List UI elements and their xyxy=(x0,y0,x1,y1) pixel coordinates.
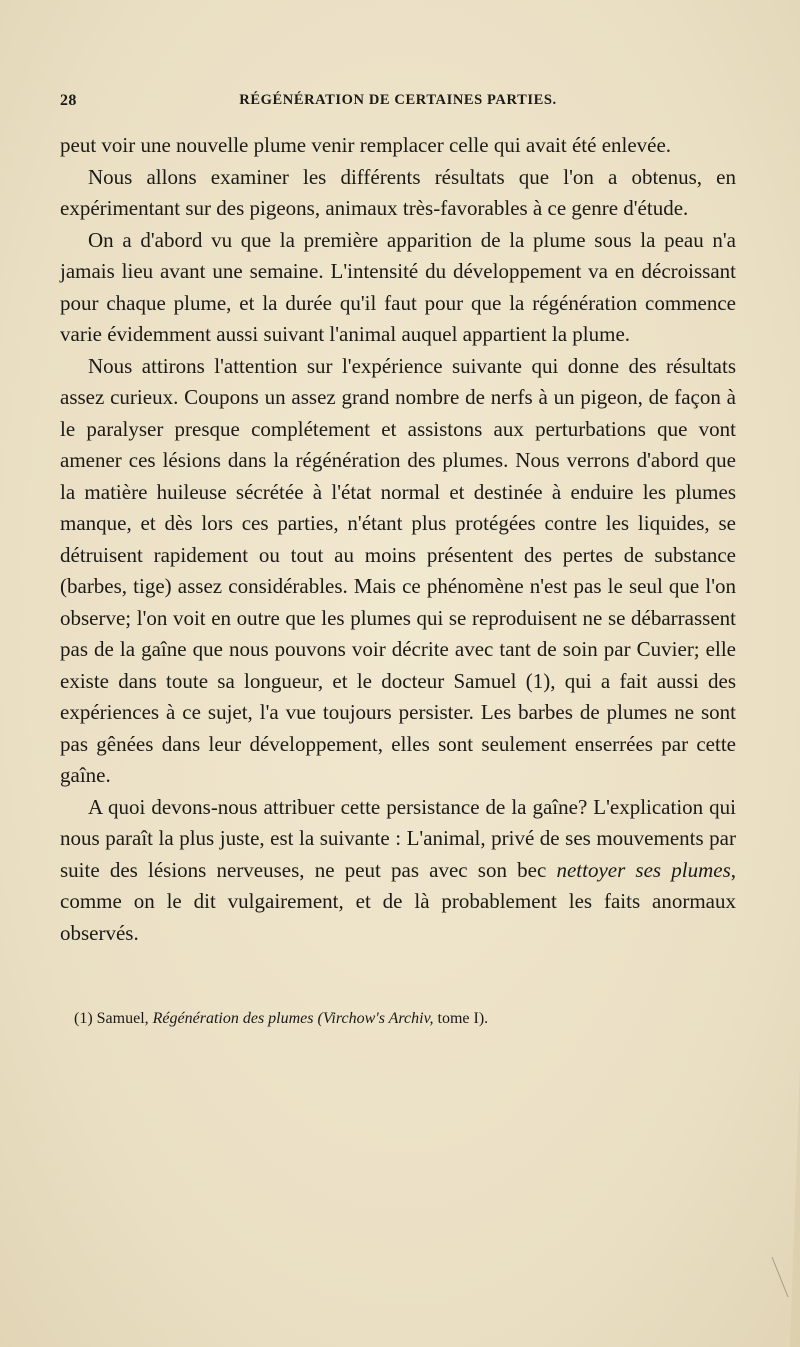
paragraph-4: Nous attirons l'attention sur l'expérience suivante qui donne des résultats assez curieux. Coupons un assez grand nombre de nerfs à un pigeon, de façon à le paralyser presque complétement et assistons aux perturbations que vont amener ces lésions dans la régénération des plumes. Nous verrons d'abord que la matière huileuse sécrétée à l'état normal et destinée à enduire les plumes manque, et dès lors ces parties, n'étant plus protégées contre les liquides, se détruisent rapidement ou tout au moins présentent des pertes de substance (barbes, tige) assez considérables. Mais ce phénomène n'est pas le seul que l'on observe; l'on voit en outre que les plumes qui se reproduisent ne se débarrassent pas de la gaîne que nous pouvons voir décrite avec tant de soin par Cuvier; elle existe dans toute sa longueur, et le docteur Samuel (1), qui a fait aussi des expériences à ce sujet, l'a vue toujours persister. Les barbes de plumes ne sont pas gênées dans leur développement, elles sont seulement enserrées par cette gaîne. xyxy=(60,353,736,787)
footnote-author: Samuel, xyxy=(96,1010,149,1027)
page-edge-shadow xyxy=(760,1067,800,1347)
footnote-marker: (1) xyxy=(74,1010,93,1027)
paragraph-2: Nous allons examiner les différents résultats que l'on a obtenus, en expérimentant sur des pigeons, animaux très-favorables à ce genre d'étude. xyxy=(60,164,736,220)
footnote-volume: tome I). xyxy=(437,1010,489,1027)
paragraph-5-end: , comme on le dit vulgairement, et de là probablement les faits anormaux observés. xyxy=(60,857,736,945)
footnote-source: (Virchow's Archiv, xyxy=(317,1010,434,1027)
paragraph-1: peut voir une nouvelle plume venir remplacer celle qui avait été enlevée. xyxy=(60,133,672,157)
paragraph-5-text: A quoi devons-nous attribuer cette persistance de la gaîne? L'explication qui nous paraît la plus juste, est la suivante : L'animal, privé de ses mouvements par suite des lésions nerveuses, ne peut pas avec son bec xyxy=(60,794,736,882)
paragraph-3: On a d'abord vu que la première apparition de la plume sous la peau n'a jamais lieu avant une semaine. L'intensité du développement va en décroissant pour chaque plume, et la durée qu'il faut pour que la régénération commence varie évidemment aussi suivant l'animal auquel appartient la plume. xyxy=(60,227,736,346)
footnote xyxy=(60,1008,736,1030)
paragraph-5 xyxy=(60,792,736,950)
running-title: RÉGÉNÉRATION DE CERTAINES PARTIES. xyxy=(239,92,557,108)
page-header xyxy=(60,92,736,116)
body-text xyxy=(60,130,736,949)
page-number: 28 xyxy=(60,92,77,109)
footnote-title: Régénération des plumes xyxy=(152,1010,314,1027)
paragraph-5-italic: nettoyer ses plumes xyxy=(556,857,731,882)
